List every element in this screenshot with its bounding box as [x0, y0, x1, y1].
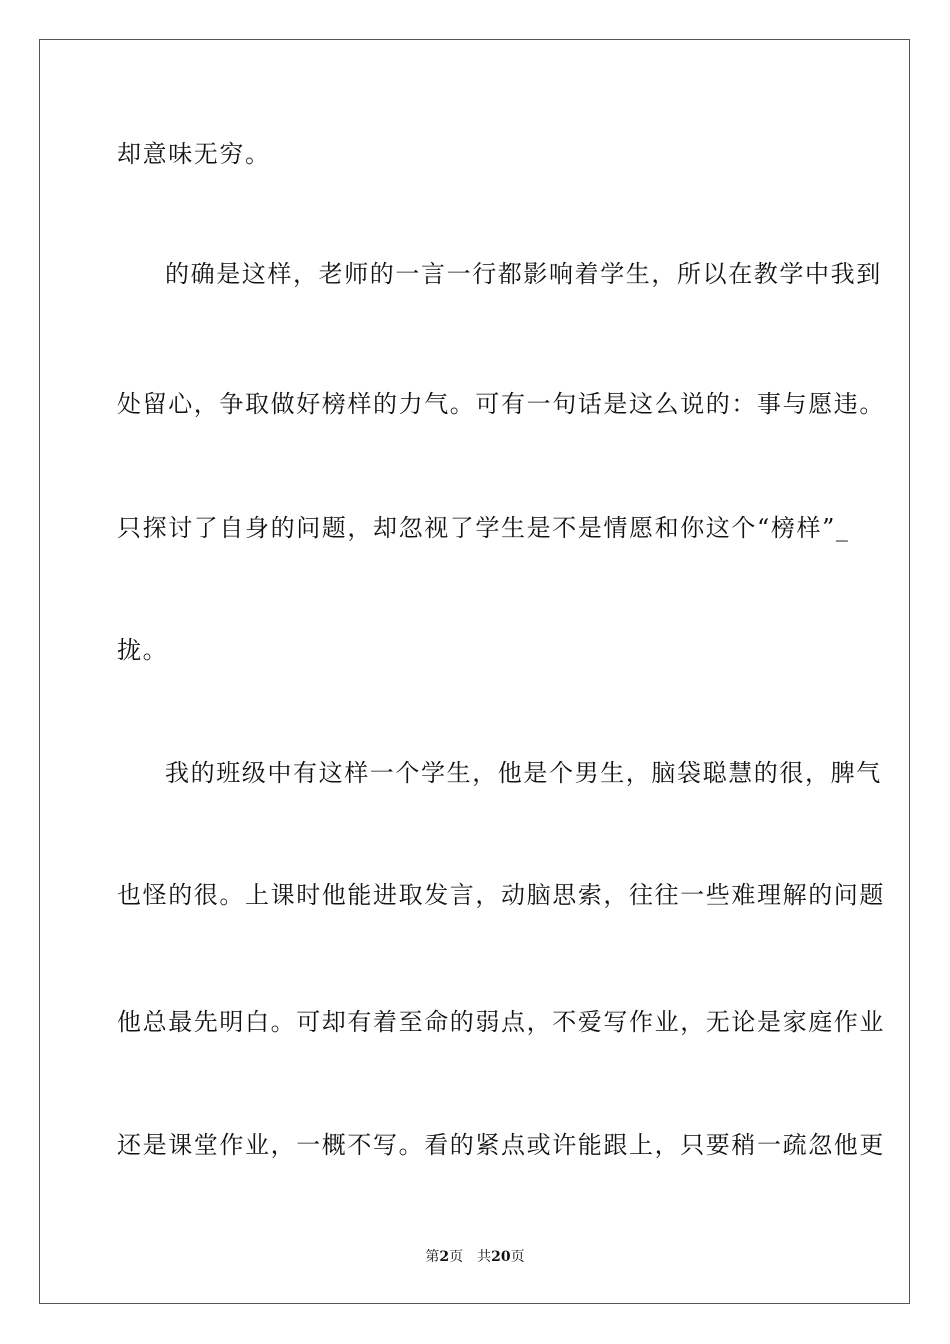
text-line: 处留心，争取做好榜样的力气。可有一句话是这么说的：事与愿违。 [117, 390, 885, 418]
page-frame [39, 39, 910, 1304]
paragraph-start-line: 的确是这样，老师的一言一行都影响着学生，所以在教学中我到 [165, 260, 882, 288]
page-number: 2 [439, 1249, 450, 1265]
total-suffix: 页 [510, 1249, 525, 1265]
text-line: 只探讨了自身的问题，却忽视了学生是不是情愿和你这个“榜样”_ [117, 514, 850, 542]
paragraph-start-line: 我的班级中有这样一个学生，他是个男生，脑袋聪慧的很，脾气 [165, 759, 882, 787]
text-line: 却意味无穷。 [117, 140, 271, 168]
page-footer [0, 1248, 950, 1266]
page-prefix: 第 [425, 1249, 440, 1265]
text-line: 拢。 [117, 636, 169, 664]
text-line: 还是课堂作业，一概不写。看的紧点或许能跟上，只要稍一疏忽他更 [117, 1131, 885, 1159]
total-pages: 20 [491, 1249, 511, 1265]
text-line: 他总最先明白。可却有着至命的弱点，不爱写作业，无论是家庭作业 [117, 1008, 885, 1036]
page-suffix: 页 [449, 1249, 464, 1265]
total-prefix: 共 [477, 1249, 492, 1265]
text-line: 也怪的很。上课时他能进取发言，动脑思索，往往一些难理解的问题 [117, 881, 885, 909]
